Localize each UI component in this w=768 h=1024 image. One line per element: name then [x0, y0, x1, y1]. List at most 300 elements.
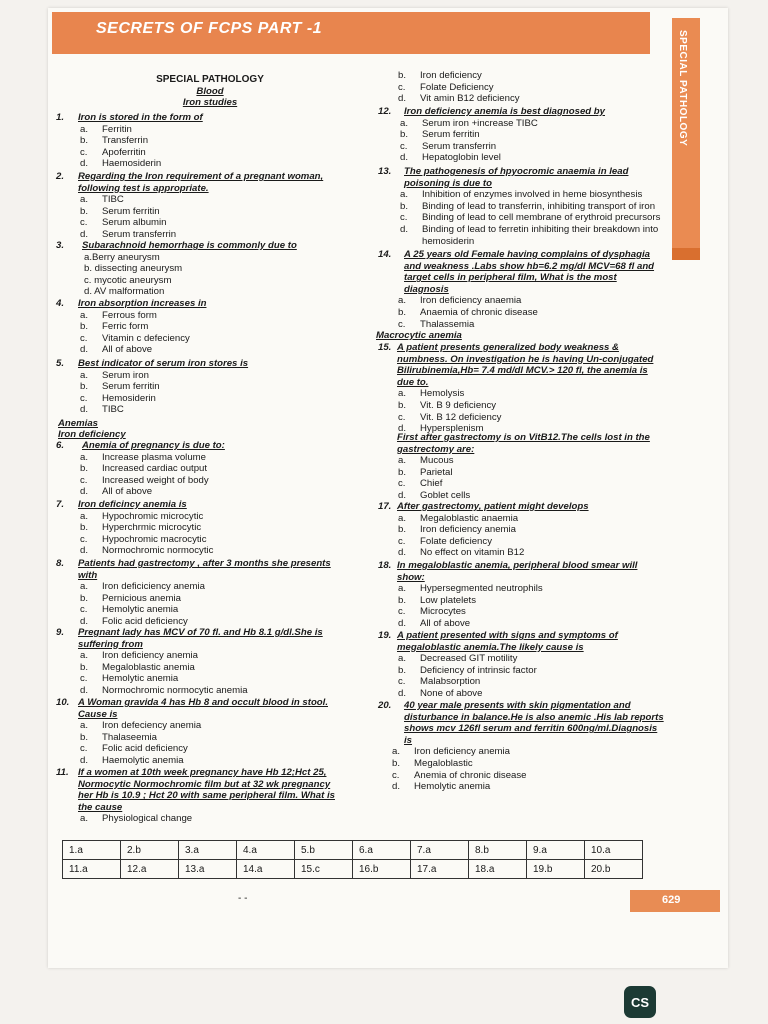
option-text: Binding of lead to cell membrane of erythroid precursors	[422, 212, 661, 224]
answer-cell: 12.a	[121, 860, 179, 879]
question-text: Iron absorption increases in	[78, 298, 207, 309]
option-letter: a.	[80, 309, 89, 321]
section-heading-macrocytic: Macrocytic anemia	[376, 330, 462, 341]
option-letter: c.	[400, 140, 408, 152]
option-text: Hemolytic anemia	[414, 781, 491, 793]
option-text: Hemolysis	[420, 388, 465, 400]
option-text: Serum albumin	[102, 217, 167, 229]
section-heading: Iron studies	[182, 97, 238, 108]
option-letter: a.	[80, 194, 89, 206]
option-letter: d.	[80, 685, 89, 696]
question-number: 7.	[56, 499, 65, 510]
question-text: Bilirubinemia,Hb= 7.4 md/dl MCV.> 120 fl, the anemia is	[397, 365, 648, 377]
option-text: Inhibition of enzymes involved in heme biosynthesis	[422, 189, 643, 201]
question-text: poisoning is due to	[404, 177, 492, 189]
answer-option	[80, 650, 198, 662]
question-text: Iron deficincy anemia is	[78, 499, 187, 510]
answer-option	[398, 295, 521, 307]
answer-option	[80, 217, 167, 229]
answer-cell: 3.a	[179, 841, 237, 860]
option-letter: a.	[398, 388, 407, 400]
option-letter: b.	[80, 321, 89, 333]
option-letter: c.	[80, 673, 88, 685]
option-text: Iron deficiency anaemia	[420, 295, 522, 307]
answer-option	[80, 755, 184, 767]
answer-option	[398, 618, 470, 630]
answer-cell: 9.a	[527, 841, 585, 860]
answer-option-continued: hemosiderin	[422, 235, 475, 247]
option-text: Increased weight of body	[102, 474, 209, 486]
question-number: 13.	[378, 166, 392, 177]
option-text: TIBC	[102, 404, 124, 416]
answer-option	[398, 583, 543, 595]
answer-option	[398, 653, 517, 665]
option-text: Hemolytic anemia	[102, 673, 179, 685]
option-text: Hypersplenism	[420, 423, 484, 435]
option-letter: d.	[80, 404, 89, 416]
question-number: 19.	[378, 630, 392, 641]
option-letter: a.	[392, 746, 401, 758]
option-text: Folic acid deficiency	[102, 616, 188, 627]
option-text: Serum ferritin	[102, 205, 160, 217]
option-text: Serum iron +increase TIBC	[422, 117, 538, 129]
answer-option	[398, 676, 480, 688]
option-text: Hypersegmented neutrophils	[420, 583, 543, 595]
option-text: Megaloblastic anemia	[102, 661, 195, 673]
option-text: Vit. B 9 deficiency	[420, 400, 497, 411]
answer-option	[80, 158, 161, 170]
option-text: Vit amin B12 deficiency	[420, 93, 520, 105]
option-letter: a.	[80, 720, 89, 732]
question-text: Pregnant lady has MCV of 70 fl. and Hb 8.1 g/dl.She is	[78, 627, 323, 638]
answer-cell: 20.b	[585, 860, 643, 879]
option-letter: b.	[80, 381, 89, 393]
answer-cell: 16.b	[353, 860, 411, 879]
answer-option	[400, 129, 480, 141]
question-number: 14.	[378, 249, 392, 260]
question-text: After gastrectomy, patient might develops	[397, 501, 589, 512]
answer-option	[398, 490, 470, 502]
option-text: Folate Deficiency	[420, 81, 494, 93]
option-text: Iron deficiency anemia	[102, 650, 198, 662]
question-text: In megaloblastic anemia, peripheral blood smear will	[397, 560, 638, 571]
option-letter: d.	[398, 618, 407, 629]
answer-option	[398, 665, 537, 677]
option-text: Megaloblastic	[414, 758, 473, 769]
option-text: Thalassemia	[420, 318, 475, 330]
option-text: No effect on vitamin B12	[420, 547, 525, 559]
option-letter: c.	[80, 392, 88, 404]
answer-option	[398, 478, 442, 490]
answer-option	[400, 152, 501, 164]
option-text: Hemosiderin	[102, 392, 156, 404]
option-letter: c.	[398, 478, 406, 490]
option-letter: a.	[400, 189, 409, 201]
answer-option	[80, 732, 157, 744]
answer-option	[80, 534, 207, 546]
option-letter: b.	[80, 463, 89, 475]
option-text: Serum iron	[102, 369, 149, 381]
answer-option	[398, 400, 496, 412]
option-letter: b.	[398, 70, 407, 81]
question-text: with	[78, 569, 98, 581]
option-text: Haemosiderin	[102, 158, 162, 170]
question-number: 6.	[56, 440, 65, 451]
answer-option	[80, 743, 188, 755]
option-letter: d.	[398, 490, 407, 501]
answer-cell: 4.a	[237, 841, 295, 860]
answer-option	[398, 595, 476, 607]
question-number: 8.	[56, 558, 65, 569]
page-title: SPECIAL PATHOLOGY	[156, 74, 264, 85]
option-letter: d.	[80, 545, 89, 557]
option-text: Serum transferrin	[102, 229, 177, 240]
question-text: A 25 years old Female having complains of dysphagia	[404, 249, 650, 260]
option-letter: d.	[80, 229, 89, 240]
option-text: Binding of lead to transferrin, inhibiting transport of iron	[422, 200, 656, 212]
answer-option	[80, 662, 195, 674]
option-text: Iron deficiency anemia	[414, 746, 510, 758]
option-text: Decreased GIT motility	[420, 653, 518, 665]
option-text: Ferric form	[102, 321, 149, 333]
question-text: First after gastrectomy is on VitB12.The cells lost in the	[397, 432, 650, 443]
option-letter: d.	[400, 152, 409, 164]
question-text: following test is appropriate.	[78, 182, 209, 194]
option-letter: d.	[80, 486, 89, 498]
option-letter: b.	[400, 200, 409, 212]
option-letter: c.	[398, 81, 406, 93]
option-text: All of above	[102, 344, 153, 356]
answer-option	[400, 224, 658, 236]
answer-key-table	[62, 840, 643, 879]
option-letter: a.	[398, 295, 407, 307]
question-number: 12.	[378, 106, 392, 117]
answer-option	[392, 781, 490, 793]
option-text: Anaemia of chronic disease	[420, 307, 538, 318]
option-letter: a.	[80, 813, 89, 825]
option-text: Megaloblastic anaemia	[420, 512, 519, 524]
answer-option	[80, 124, 132, 136]
question-text: gastrectomy are:	[397, 443, 475, 455]
option-text: Serum ferritin	[102, 381, 160, 393]
answer-option	[80, 206, 160, 218]
answer-cell: 18.a	[469, 860, 527, 879]
option-text: All of above	[420, 618, 471, 629]
answer-option	[400, 201, 655, 213]
question-text: Cause is	[78, 708, 118, 720]
option-text: Low platelets	[420, 594, 476, 606]
answer-option	[398, 524, 516, 536]
question-text: due to.	[397, 376, 429, 388]
page-subtitle: Blood	[196, 86, 224, 97]
option-text: Hemolytic anemia	[102, 604, 179, 616]
question-number: 18.	[378, 560, 392, 571]
option-text: Chief	[420, 478, 443, 490]
option-letter: c.	[80, 533, 88, 545]
option-letter: a.	[398, 455, 407, 467]
question-text: Subarachnoid hemorrhage is commonly due to	[82, 240, 297, 251]
question-text: 40 year male presents with skin pigmentation and	[404, 700, 631, 711]
answer-option	[398, 70, 482, 82]
option-text: Ferrous form	[102, 309, 157, 321]
answer-option	[80, 475, 209, 487]
side-tab-stripe	[672, 248, 700, 260]
option-letter: a.	[398, 653, 407, 665]
option-text: All of above	[102, 486, 153, 498]
question-text: and weakness .Labs show hb=6.2 mg/dl MCV=68 fl and	[404, 260, 655, 272]
option-letter: c.	[80, 743, 88, 755]
answer-option	[80, 370, 149, 382]
question-text: The pathogenesis of hpyocromic anaemia in lead	[404, 166, 629, 177]
question-number: 2.	[56, 171, 65, 182]
option-letter: d.	[80, 616, 89, 627]
option-text: Iron defeciency anemia	[102, 720, 202, 732]
answer-option	[398, 93, 520, 105]
option-text: Iron deficiency	[420, 70, 482, 81]
question-text: her Hb is 10.9 ; Hct 20 with same peripheral film. What is	[78, 790, 335, 802]
answer-option	[80, 685, 248, 697]
option-text: Vitamin c defeciency	[102, 332, 190, 344]
question-number: 9.	[56, 627, 65, 638]
option-letter: b.	[400, 129, 409, 141]
answer-option	[84, 286, 164, 298]
option-letter: b.	[398, 524, 407, 536]
question-text: If a women at 10th week pregnancy have Hb 12;Hct 25,	[78, 767, 327, 778]
option-text: Folate deficiency	[420, 535, 492, 547]
answer-option	[398, 467, 453, 479]
question-text: Best indicator of serum iron stores is	[78, 358, 249, 369]
answer-cell: 10.a	[585, 841, 643, 860]
question-number: 4.	[56, 298, 65, 309]
answer-cell: 6.a	[353, 841, 411, 860]
answer-option	[80, 333, 190, 345]
option-text: Hypochromic macrocytic	[102, 533, 207, 545]
option-letter: b.	[80, 135, 89, 147]
option-text: Deficiency of intrinsic factor	[420, 664, 537, 676]
option-letter: b.	[398, 307, 407, 318]
question-number: 3.	[56, 240, 65, 251]
question-text: target cells in peripheral film, What is the most	[404, 272, 617, 284]
answer-option	[80, 393, 156, 405]
option-letter: a.	[400, 117, 409, 129]
question-number: 5.	[56, 358, 65, 369]
option-text: Hepatoglobin level	[422, 152, 501, 164]
question-text: is	[404, 734, 413, 746]
question-text: Patients had gastrectomy , after 3 months she presents	[78, 558, 331, 569]
option-text: a.Berry aneurysm	[84, 251, 160, 263]
answer-option	[84, 252, 160, 264]
answer-option	[84, 263, 182, 275]
option-text: Increased cardiac output	[102, 463, 208, 475]
answer-cell: 8.b	[469, 841, 527, 860]
option-text: Binding of lead to ferretin inhibiting their breakdown into	[422, 224, 659, 235]
option-text: Pernicious anemia	[102, 592, 181, 604]
answer-cell: 2.b	[121, 841, 179, 860]
answer-option	[400, 141, 496, 153]
answer-option	[80, 813, 192, 825]
option-letter: b.	[80, 592, 89, 604]
option-text: Normochromic normocytic anemia	[102, 685, 248, 696]
option-text: Serum transferrin	[422, 140, 497, 152]
option-letter: a.	[80, 369, 89, 381]
answer-option	[80, 135, 148, 147]
answer-option	[80, 522, 201, 534]
answer-option	[80, 593, 181, 605]
option-letter: a.	[398, 583, 407, 595]
question-number: 10.	[56, 697, 70, 708]
option-text: Apoferritin	[102, 146, 146, 158]
option-letter: c.	[80, 474, 88, 486]
answer-cell: 7.a	[411, 841, 469, 860]
book-title: SECRETS OF FCPS PART -1	[96, 20, 323, 37]
option-text: Ferritin	[102, 123, 132, 135]
option-letter: b.	[398, 594, 407, 606]
answer-option	[392, 770, 527, 782]
section-heading-iron-deficiency: Iron deficiency	[58, 429, 126, 440]
option-text: Thalaseemia	[102, 731, 157, 743]
option-letter: b.	[80, 661, 89, 673]
option-letter: a.	[80, 123, 89, 135]
option-letter: b.	[80, 522, 89, 534]
option-letter: c.	[398, 318, 406, 330]
option-text: Folic acid deficiency	[102, 743, 188, 755]
question-text: A patient presents generalized body weakness &	[397, 342, 619, 353]
answer-option	[398, 547, 524, 559]
answer-option	[398, 388, 464, 400]
option-text: Goblet cells	[420, 490, 471, 501]
answer-option	[398, 319, 474, 331]
option-text: Iron deficiency anemia	[420, 524, 516, 536]
option-text: Mucous	[420, 455, 454, 467]
option-letter: c.	[80, 217, 88, 229]
side-tab-label: SPECIAL PATHOLOGY	[677, 30, 688, 147]
answer-option	[398, 412, 501, 424]
question-text: disturbance in balance.He is also anemic .His lab reports	[404, 711, 664, 723]
answer-option	[80, 511, 203, 523]
answer-option	[398, 513, 518, 525]
question-text: diagnosis	[404, 283, 449, 295]
option-letter: c.	[398, 676, 406, 688]
option-letter: d.	[400, 224, 409, 235]
answer-option	[80, 310, 157, 322]
answer-row-2	[63, 860, 643, 879]
option-letter: c.	[80, 604, 88, 616]
option-text: Iron deficiciency anemia	[102, 581, 205, 593]
option-text: c. mycotic aneurysm	[84, 274, 172, 286]
option-letter: d.	[80, 755, 89, 766]
option-letter: c.	[392, 769, 400, 781]
answer-option	[80, 344, 152, 356]
answer-option	[398, 307, 538, 319]
answer-option	[80, 604, 178, 616]
option-text: None of above	[420, 688, 483, 699]
question-text: the cause	[78, 801, 123, 813]
option-letter: b.	[392, 758, 401, 769]
option-text: Physiological change	[102, 813, 193, 825]
option-letter: a.	[80, 510, 89, 522]
option-letter: d.	[398, 688, 407, 699]
camscanner-logo-icon: CS	[624, 986, 656, 1018]
answer-option	[80, 381, 160, 393]
answer-option	[80, 545, 213, 557]
option-letter: a.	[398, 512, 407, 524]
question-text: Regarding the Iron requirement of a pregnant woman,	[78, 171, 324, 182]
option-text: Hyperchrmic microcytic	[102, 522, 202, 534]
question-text: shows mcv 126fl serum and ferritin 600ng/ml.Diagnosis	[404, 723, 658, 735]
option-letter: c.	[398, 411, 406, 423]
answer-option	[398, 536, 492, 548]
answer-option	[400, 118, 538, 130]
answer-option	[398, 688, 482, 700]
option-letter: a.	[80, 451, 89, 463]
answer-option	[80, 581, 205, 593]
option-text: Parietal	[420, 466, 453, 478]
answer-option	[80, 486, 152, 498]
question-text: Normocytic Normochromic film but at 32 wk pregnancy	[78, 778, 331, 790]
option-letter: b.	[398, 664, 407, 676]
option-letter: d.	[398, 423, 407, 435]
question-text: megaloblastic anemia.The likely cause is	[397, 641, 584, 653]
option-letter: d.	[80, 158, 89, 170]
answer-cell: 17.a	[411, 860, 469, 879]
option-text: Malabsorption	[420, 676, 481, 688]
answer-option	[80, 404, 124, 416]
option-text: Haemolytic anemia	[102, 755, 184, 766]
option-letter: a.	[80, 650, 89, 662]
option-letter: b.	[398, 400, 407, 411]
question-text: show:	[397, 571, 425, 583]
answer-cell: 14.a	[237, 860, 295, 879]
question-text: numbness. On investigation he is having Un-conjugated	[397, 353, 654, 365]
answer-cell: 15.c	[295, 860, 353, 879]
option-letter: c.	[400, 212, 408, 224]
option-text: Serum ferritin	[422, 129, 480, 141]
page-number: 629	[662, 894, 681, 906]
question-text: A Woman gravida 4 has Hb 8 and occult blood in stool.	[78, 697, 328, 708]
section-heading-anemias: Anemias	[58, 418, 98, 429]
option-letter: a.	[80, 581, 89, 593]
option-letter: c.	[80, 146, 88, 158]
option-letter: d.	[398, 93, 407, 105]
answer-row-1	[63, 841, 643, 860]
answer-option	[80, 321, 148, 333]
answer-option	[398, 606, 466, 618]
question-text: Anemia of pregnancy is due to:	[82, 440, 225, 451]
answer-option	[80, 229, 176, 241]
answer-option	[80, 194, 124, 206]
option-text: Microcytes	[420, 606, 466, 618]
question-text: Iron is stored in the form of	[78, 112, 203, 123]
answer-option	[400, 189, 642, 201]
option-letter: d.	[392, 781, 401, 793]
option-text: Anemia of chronic disease	[414, 769, 527, 781]
answer-option	[398, 82, 494, 94]
answer-option	[80, 147, 146, 159]
answer-cell: 19.b	[527, 860, 585, 879]
question-number: 15.	[378, 342, 392, 353]
option-letter: b.	[80, 731, 89, 743]
question-text: A patient presented with signs and symptoms of	[397, 630, 618, 641]
answer-cell: 5.b	[295, 841, 353, 860]
answer-option	[84, 275, 171, 287]
answer-option	[80, 452, 206, 464]
option-letter: c.	[398, 535, 406, 547]
answer-option	[80, 463, 207, 475]
answer-option	[400, 212, 660, 224]
question-text: suffering from	[78, 638, 143, 650]
answer-option	[392, 758, 473, 770]
option-text: b. dissecting aneurysm	[84, 263, 183, 275]
